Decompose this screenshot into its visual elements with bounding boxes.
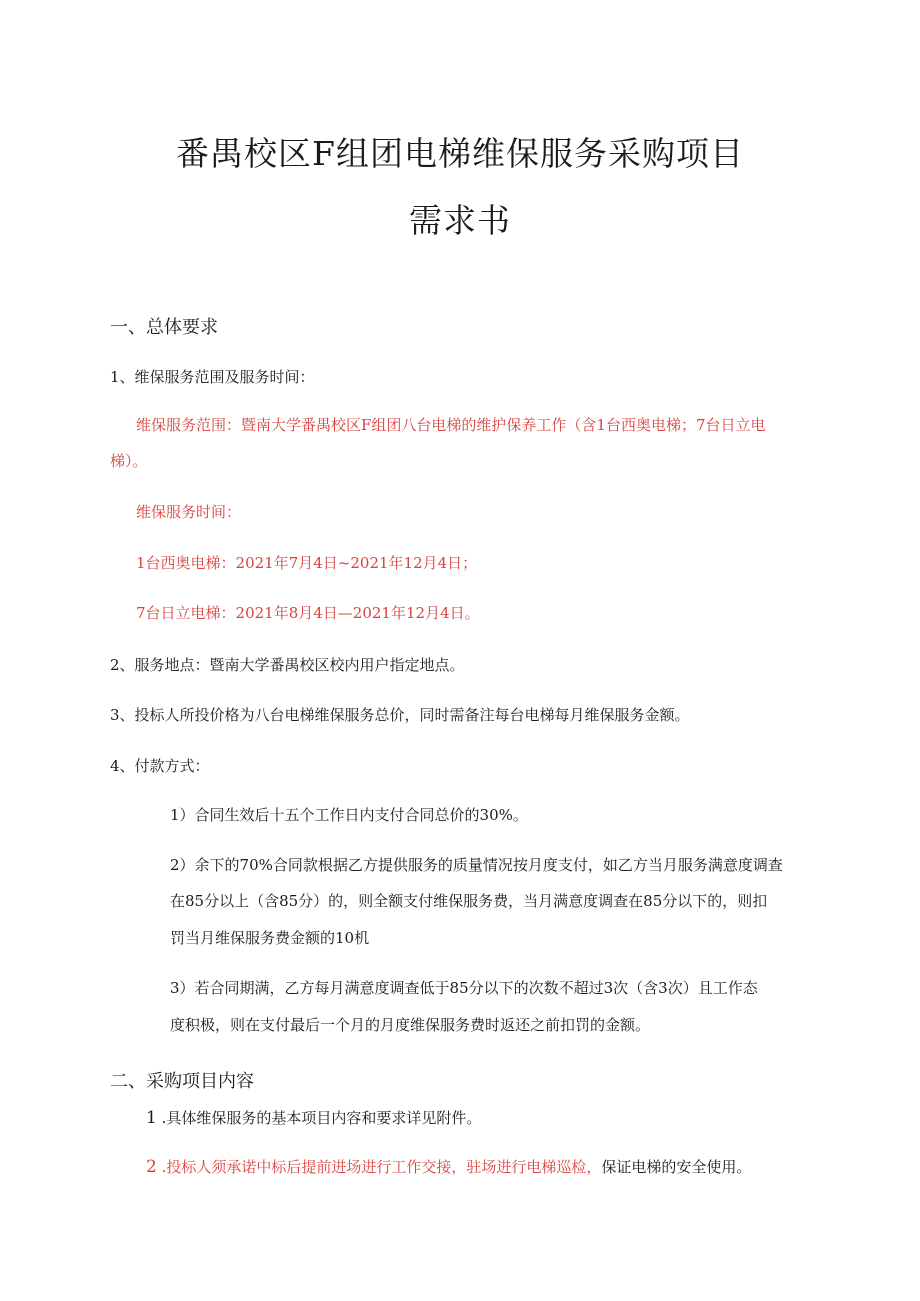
section-heading-general: 一、总体要求 xyxy=(110,317,218,338)
procurement-item-2-text-black: 保证电梯的安全使用。 xyxy=(601,1158,752,1176)
procurement-item-1 xyxy=(146,1107,481,1128)
document-subtitle: 需求书 xyxy=(409,201,511,240)
item-service-location: 2、服务地点：暨南大学番禺校区校内用户指定地点。 xyxy=(110,656,465,674)
payment-term-2-line1: 2）余下的70%合同款根据乙方提供服务的质量情况按月度支付，如乙方当月服务满意度调查 xyxy=(170,856,783,874)
payment-term-3-line1: 3）若合同期满，乙方每月满意度调查低于85分以下的次数不超过3次（含3次）且工作态 xyxy=(170,979,758,997)
payment-term-2-line3: 罚当月维保服务费金额的10机 xyxy=(170,929,370,947)
service-time-label: 维保服务时间： xyxy=(136,503,242,521)
scope-text-line2: 梯）。 xyxy=(110,452,148,470)
item-payment-heading: 4、付款方式： xyxy=(110,757,210,775)
section-heading-procurement: 二、采购项目内容 xyxy=(110,1071,254,1092)
procurement-item-2-number: 2 xyxy=(146,1157,157,1177)
procurement-item-1-number: 1 xyxy=(146,1108,157,1128)
procurement-item-2 xyxy=(146,1156,751,1177)
payment-term-1: 1）合同生效后十五个工作日内支付合同总价的30%。 xyxy=(170,806,528,824)
scope-text-line1: 维保服务范围：暨南大学番禺校区F组团八台电梯的维护保养工作（含1台西奥电梯；7台日立电 xyxy=(136,416,766,434)
document-title: 番禺校区F组团电梯维保服务采购项目 xyxy=(176,134,744,173)
service-time-hitachi: 7台日立电梯：2021年8月4日—2021年12月4日。 xyxy=(136,604,480,622)
procurement-item-1-text: .具体维保服务的基本项目内容和要求详见附件。 xyxy=(161,1109,482,1127)
payment-term-3-line2: 度积极，则在支付最后一个月的月度维保服务费时返还之前扣罚的金额。 xyxy=(170,1016,651,1034)
item-pricing: 3、投标人所投价格为八台电梯维保服务总价，同时需备注每台电梯每月维保服务金额。 xyxy=(110,706,690,724)
service-time-xio: 1台西奥电梯：2021年7月4日~2021年12月4日； xyxy=(136,554,478,572)
item-scope-heading: 1、维保服务范围及服务时间： xyxy=(110,368,315,386)
procurement-item-2-text-red: .投标人须承诺中标后提前进场进行工作交接，驻场进行电梯巡检， xyxy=(161,1158,602,1176)
payment-term-2-line2: 在85分以上（含85分）的，则全额支付维保服务费，当月满意度调查在85分以下的，则扣 xyxy=(170,892,768,910)
